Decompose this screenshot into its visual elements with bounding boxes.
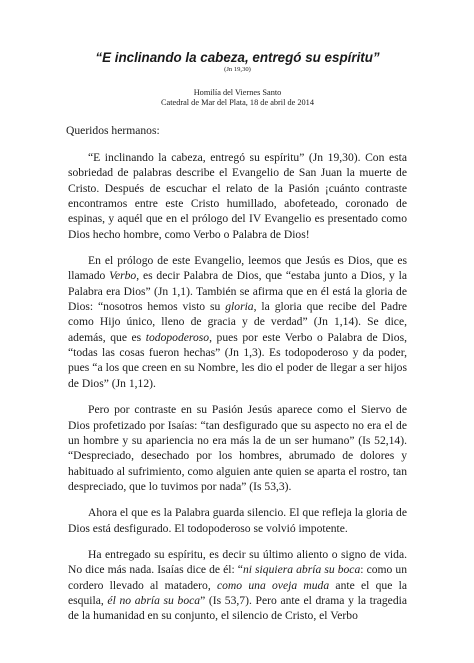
paragraph-text: Ha entregado su espíritu, es decir su último aliento o signo de vida. No dice más nada. Isaías dice de él: “ (68, 547, 407, 577)
paragraph (68, 402, 407, 494)
italic-text: como una oveja muda (216, 578, 330, 592)
paragraph-text: ante el que la esquila, (68, 578, 407, 607)
scripture-reference: (Jn 19,30) (224, 66, 251, 73)
italic-text: Verbo (109, 269, 137, 283)
italic-text: él no abría su boca (107, 593, 201, 607)
document-page (0, 50, 474, 663)
paragraph-text: , la gloria que recibe del Padre como Hijo único, lleno de gracia y de verdad” (Jn 1,14). Se dice, además, que es (68, 300, 407, 344)
document-title: “E inclinando la cabeza, entregó su espíritu” (95, 50, 380, 65)
paragraph-text: Ahora el que es la Palabra guarda silencio. El que refleja la gloria de Dios está desfigurado. El todopoderoso se volvió impotente. (68, 506, 407, 535)
italic-text: ni siquiera abría su boca (242, 563, 361, 577)
paragraph-text: “E inclinando la cabeza, entregó su espíritu” (Jn 19,30). Con esta sobriedad de palabras describe el Evangelio de San Juan la muerte de Cristo. Después de escuchar el relato de la Pasión ¡cuánto contraste encontramos entre este Cristo humillado, abofeteado, coronado de espinas, y aquél que en el prólogo del IV Evangelio es presentado como Dios hecho hombre, como Verbo o Palabra de Dios! (68, 151, 407, 241)
paragraph-text: En el prólogo de este Evangelio, leemos que Jesús es Dios, que es llamado (68, 254, 407, 283)
paragraph (68, 505, 407, 536)
paragraph (68, 150, 407, 242)
paragraph (68, 253, 407, 391)
homily-place-date: Catedral de Mar del Plata, 18 de abril de 2014 (161, 98, 314, 107)
salutation: Queridos hermanos: (66, 124, 160, 137)
paragraph-text: : como un cordero llevado al matadero, (68, 563, 407, 592)
paragraph-text: Pero por contraste en su Pasión Jesús aparece como el Siervo de Dios profetizado por Isaías: “tan desfigurado que su aspecto no era el de un hombre y su apariencia no era más la de un ser humano” (Is 52,14). “Despreciado, desechado por los hombres, abrumado de dolores y habituado al sufrimiento, como alguien ante quien se aparta el rostro, tan despreciado, que lo tuvimos por nada” (Is 53,3). (68, 403, 407, 493)
paragraph-text: , es decir Palabra de Dios, que “estaba junto a Dios, y la Palabra era Dios” (Jn 1,1). También se afirma que en él está la gloria de Dios: “nosotros hemos visto su (68, 269, 408, 314)
paragraph (68, 547, 407, 624)
italic-text: todopoderoso (145, 330, 210, 344)
paragraph-text: ” (Is 53,7). Pero ante el drama y la tragedia de la humanidad en su conjunto, el silencio de Cristo, el Verbo (68, 593, 407, 623)
italic-text: gloria (225, 300, 254, 314)
homily-heading: Homilía del Viernes Santo (193, 88, 282, 97)
paragraph-text: , pues por este Verbo o Palabra de Dios, “todas las cosas fueron hechas” (Jn 1,3). Es todopoderoso y da poder, pues “a los que creen en su Nombre, les dio el poder de llegar a ser hijos de Dios” (Jn 1,12). (68, 330, 407, 390)
